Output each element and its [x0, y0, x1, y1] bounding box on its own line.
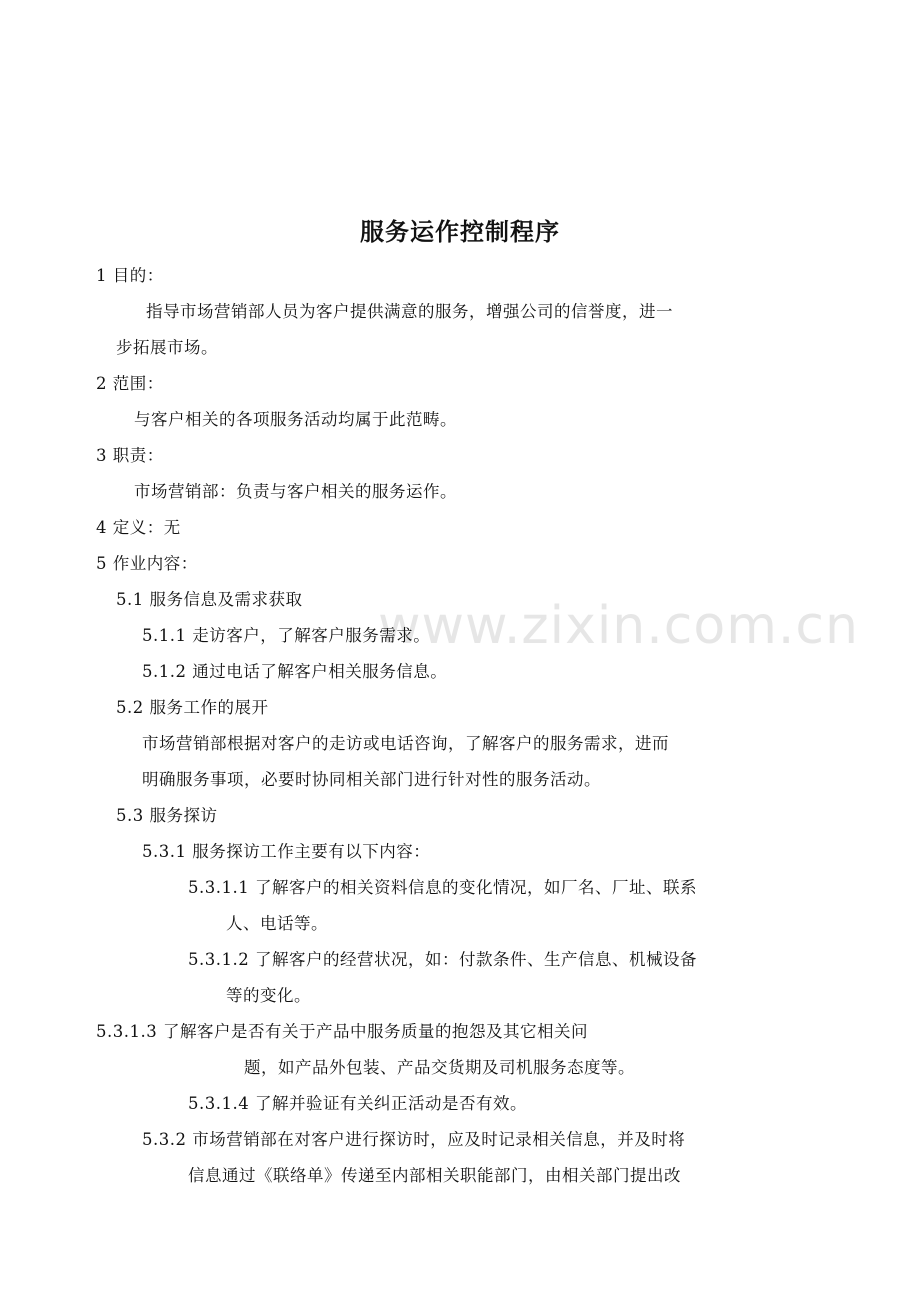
watermark-text: www.zixin.com.cn	[378, 596, 859, 656]
section-2-text: 与客户相关的各项服务活动均属于此范畴。	[134, 410, 457, 429]
section-2-heading: 2 范围：	[96, 374, 164, 393]
section-5-3-2-line-2: 信息通过《联络单》传递至内部相关职能部门，由相关部门提出改	[188, 1166, 681, 1185]
section-5-3-1-3-line-1: 5.3.1.3 了解客户是否有关于产品中服务质量的抱怨及其它相关问	[96, 1022, 588, 1041]
section-1-text-line-2: 步拓展市场。	[116, 338, 218, 357]
section-5-3-1-2-line-1: 5.3.1.2 了解客户的经营状况，如：付款条件、生产信息、机械设备	[188, 950, 697, 969]
section-5-3-heading: 5.3 服务探访	[116, 806, 218, 825]
section-5-1-2-text: 5.1.2 通过电话了解客户相关服务信息。	[142, 662, 448, 681]
section-5-3-1-4-text: 5.3.1.4 了解并验证有关纠正活动是否有效。	[188, 1094, 527, 1113]
section-3-heading: 3 职责：	[96, 446, 164, 465]
section-4-heading: 4 定义：无	[96, 518, 181, 537]
section-5-2-text-line-2: 明确服务事项，必要时协同相关部门进行针对性的服务活动。	[142, 770, 601, 789]
section-5-3-1-3-line-2: 题，如产品外包装、产品交货期及司机服务态度等。	[244, 1058, 635, 1077]
section-5-3-1-heading: 5.3.1 服务探访工作主要有以下内容：	[142, 842, 431, 861]
section-5-heading: 5 作业内容：	[96, 554, 198, 573]
section-1-heading: 1 目的：	[96, 266, 164, 285]
section-5-2-heading: 5.2 服务工作的展开	[116, 698, 269, 717]
section-5-3-2-line-1: 5.3.2 市场营销部在对客户进行探访时，应及时记录相关信息，并及时将	[142, 1130, 686, 1149]
document-title: 服务运作控制程序	[360, 218, 560, 246]
section-5-3-1-1-line-1: 5.3.1.1 了解客户的相关资料信息的变化情况，如厂名、厂址、联系	[188, 878, 697, 897]
section-3-text: 市场营销部：负责与客户相关的服务运作。	[134, 482, 457, 501]
section-1-text-line-1: 指导市场营销部人员为客户提供满意的服务，增强公司的信誉度，进一	[146, 302, 673, 321]
section-5-1-1-text: 5.1.1 走访客户，了解客户服务需求。	[142, 626, 431, 645]
section-5-1-heading: 5.1 服务信息及需求获取	[116, 590, 303, 609]
section-5-3-1-2-line-2: 等的变化。	[226, 986, 311, 1005]
section-5-2-text-line-1: 市场营销部根据对客户的走访或电话咨询，了解客户的服务需求，进而	[142, 734, 669, 753]
section-5-3-1-1-line-2: 人、电话等。	[226, 914, 328, 933]
